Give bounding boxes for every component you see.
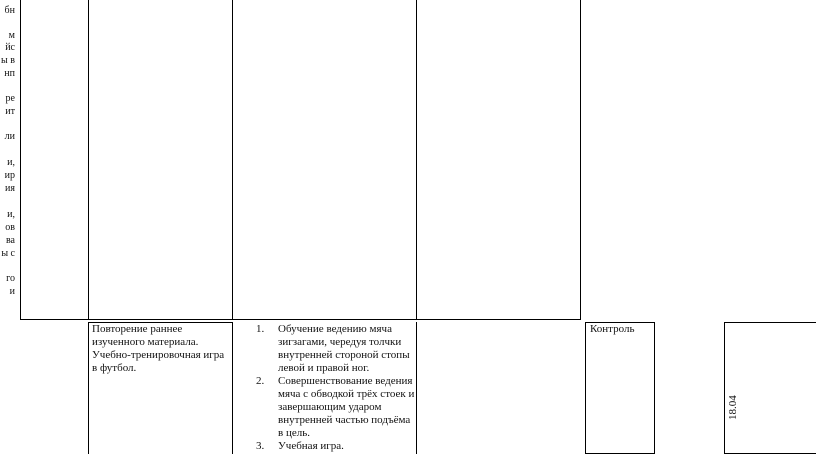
fragment: ы в <box>1 55 15 66</box>
fragment: нп <box>4 68 15 79</box>
fragment: и, <box>7 157 15 168</box>
fragment: бн <box>4 5 15 16</box>
lower-row-border-2 <box>232 322 233 454</box>
task-list <box>256 323 416 453</box>
lesson-date: 18.04 <box>727 395 739 420</box>
fragment: ва <box>5 235 15 246</box>
control-label: Контроль <box>590 323 635 335</box>
upper-row-cell-4 <box>416 0 581 320</box>
upper-row-cell-2 <box>88 0 233 320</box>
date-cell <box>724 322 816 454</box>
task-number: 2. <box>256 375 265 387</box>
task-item <box>256 440 416 453</box>
lower-row-border-3 <box>416 322 417 454</box>
fragment: и, <box>7 209 15 220</box>
fragment: м <box>8 30 15 41</box>
fragment: ов <box>5 222 15 233</box>
fragment: ре <box>5 93 15 104</box>
task-item <box>256 323 416 375</box>
control-cell <box>585 322 655 454</box>
task-item <box>256 375 416 440</box>
fragment: ы с <box>1 248 15 259</box>
fragment: го <box>6 273 15 284</box>
lower-row-border-1 <box>88 322 89 454</box>
fragment: ли <box>4 131 15 142</box>
task-text: Учебная игра. <box>278 440 344 452</box>
task-number: 3. <box>256 440 265 452</box>
fragment: ит <box>5 106 15 117</box>
task-number: 1. <box>256 323 265 335</box>
fragment: ир <box>4 170 15 181</box>
upper-row-cell-1 <box>20 0 89 320</box>
fragment: ия <box>5 183 15 194</box>
task-text: Обучение ведению мяча зигзагами, чередуя толчки внутренней стороной стопы левой и правой ног. <box>278 323 410 374</box>
fragment: и <box>9 286 15 297</box>
fragment: йс <box>5 42 15 53</box>
lesson-topic: Повторение раннее изученного материала. Учебно-тренировочная игра в футбол. <box>92 323 225 374</box>
upper-row-cell-3 <box>232 0 417 320</box>
task-text: Совершенствование ведения мяча с обводкой трёх стоек и завершающим ударом внутренней частью подъёма в цель. <box>278 375 415 439</box>
